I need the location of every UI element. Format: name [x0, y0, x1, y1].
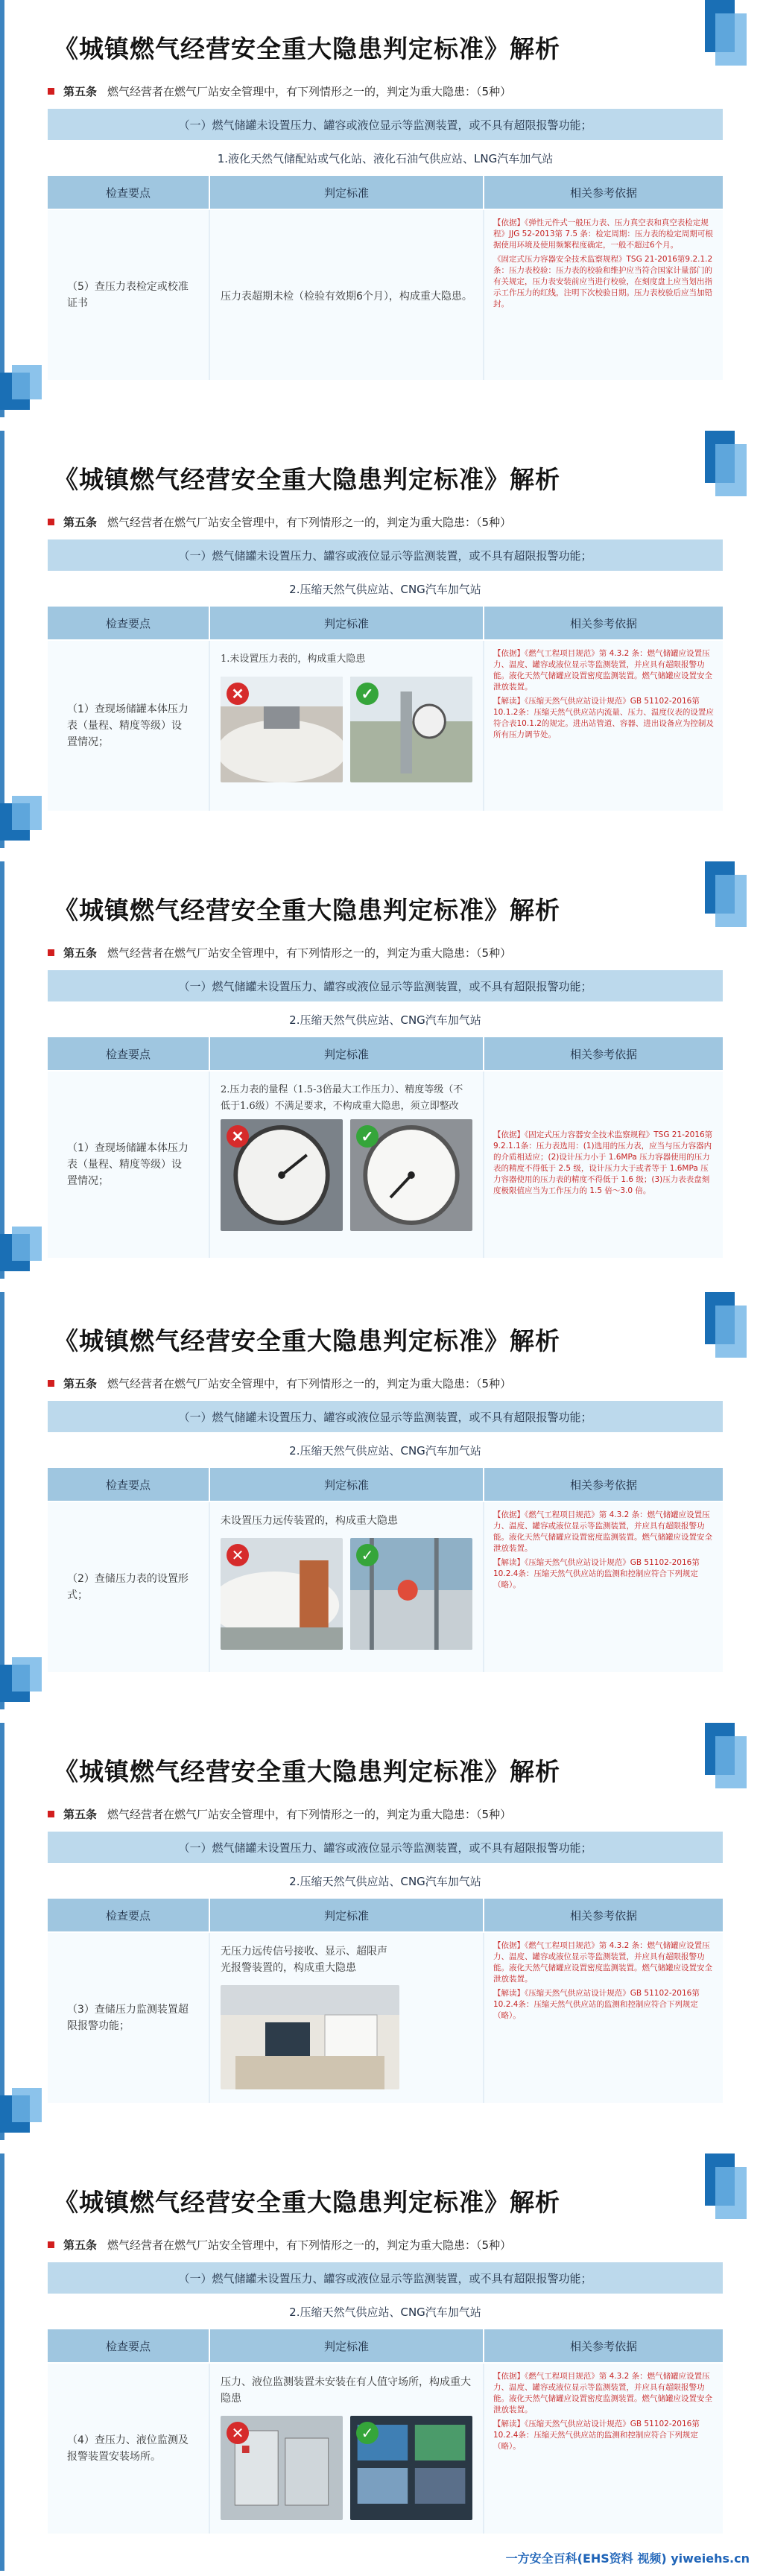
table-header [48, 2329, 723, 2364]
photo-pair [221, 1538, 472, 1650]
corner-decoration-icon [0, 1657, 42, 1702]
left-edge-bar [0, 1292, 4, 1709]
article-text: 燃气经营者在燃气厂站安全管理中，有下列情形之一的，判定为重大隐患：（5种） [107, 1377, 512, 1390]
criterion-text: 2.压力表的量程（1.5-3倍最大工作压力）、精度等级（不低于1.6级）不满足要求，不构成重大隐患，须立即整改 [221, 1084, 463, 1112]
bad-example-photo [221, 1538, 343, 1650]
basis-cell [484, 641, 723, 811]
header-basis: 相关参考依据 [569, 186, 637, 200]
criteria-table [48, 539, 723, 811]
station-type-row: 1.液化天然气储配站或气化站、液化石油气供应站、LNG汽车加气站 [48, 142, 723, 176]
basis-paragraph: 【依据】《燃气工程项目规范》第 4.3.2 条：燃气储罐应设置压力、温度、罐容或液位显示等监测装置，并应具有超限报警功能。液化天然气储罐应设置密度监测装置。燃气储罐应设置安全泄放装置。 [493, 2372, 712, 2414]
header-criterion: 判定标准 [210, 1037, 484, 1070]
criteria-table [48, 970, 723, 1258]
header-criterion: 判定标准 [210, 176, 484, 209]
left-edge-bar [0, 431, 4, 848]
station-type-row: 2.压缩天然气供应站、CNG汽车加气站 [48, 1864, 723, 1899]
criterion-cell [210, 641, 484, 811]
basis-cell [484, 2364, 723, 2534]
article-text: 燃气经营者在燃气厂站安全管理中，有下列情形之一的，判定为重大隐患：（5种） [107, 946, 512, 960]
category-row: （一）燃气储罐未设置压力、罐容或液位显示等监测装置，或不具有超限报警功能； [48, 1401, 723, 1434]
source-watermark: 一方安全百科(EHS资料 视频) yiweiehs.cn [505, 2551, 750, 2566]
criterion-cell [210, 1072, 484, 1258]
article-text: 燃气经营者在燃气厂站安全管理中，有下列情形之一的，判定为重大隐患：（5种） [107, 85, 512, 98]
table-row [48, 1933, 723, 2103]
station-type-row: 2.压缩天然气供应站、CNG汽车加气站 [48, 1434, 723, 1468]
corner-decoration-icon [705, 861, 747, 927]
basis-paragraph: 【依据】《固定式压力容器安全技术监察规程》TSG 21-2016第9.2.1.1条：压力表选用：(1)选用的压力表，应当与压力容器内的介质相适应；(2)设计压力小于 1.6MPa 压力容器使用的压力表的精度不得低于 2.5 级，设计压力大于或者等于 1.6MPa 压力容器使用的压力表的精度不得低于 1.6 级；(3)压力表表盘刻度极限值应当为工作压力的 1.5 倍～3.0 倍。 [493, 1130, 713, 1195]
criterion-text: 1.未设置压力表的，构成重大隐患 [221, 654, 366, 665]
corner-decoration-icon [0, 796, 42, 841]
basis-paragraph: 【依据】《燃气工程项目规范》第 4.3.2 条：燃气储罐应设置压力、温度、罐容或液位显示等监测装置，并应具有超限报警功能。液化天然气储罐应设置密度监测装置。燃气储罐应设置安全泄放装置。 [493, 1941, 712, 1984]
photo-pair [221, 1985, 399, 2089]
table-row [48, 2364, 723, 2534]
control-room-photo [221, 1985, 399, 2089]
check-point-cell: （5）查压力表检定或校准证书 [48, 210, 210, 380]
criterion-cell [210, 2364, 484, 2534]
corner-decoration-icon [705, 0, 747, 66]
check-point-cell: （1）查现场储罐本体压力表（量程、精度等级）设置情况； [48, 641, 210, 811]
header-basis: 相关参考依据 [569, 1908, 637, 1922]
table-header [48, 1468, 723, 1502]
criterion-text: 未设置压力远传装置的，构成重大隐患 [221, 1515, 398, 1527]
header-check-point: 检查要点 [48, 607, 210, 639]
bullet-icon [48, 1380, 54, 1387]
header-basis: 相关参考依据 [569, 1478, 637, 1492]
category-row: （一）燃气储罐未设置压力、罐容或液位显示等监测装置，或不具有超限报警功能； [48, 539, 723, 572]
station-type-row: 2.压缩天然气供应站、CNG汽车加气站 [48, 2295, 723, 2329]
corner-decoration-icon [705, 1723, 747, 1788]
criterion-cell [210, 1933, 484, 2103]
check-point-cell: （2）查储压力表的设置形式； [48, 1502, 210, 1672]
check-icon: ✓ [356, 1125, 379, 1148]
article-number: 第五条 [63, 946, 98, 960]
header-basis: 相关参考依据 [569, 616, 637, 630]
table-header [48, 176, 723, 210]
slide-title: 《城镇燃气经营安全重大隐患判定标准》解析 [54, 2188, 560, 2217]
slide-4 [0, 1292, 763, 1709]
bullet-icon [48, 1811, 54, 1817]
criterion-text: 无压力远传信号接收、显示、超限声光报警装置的，构成重大隐患 [221, 1946, 387, 1974]
corner-decoration-icon [0, 2088, 42, 2133]
criterion-cell: 压力表超期未检（检验有效期6个月），构成重大隐患。 [210, 210, 484, 380]
slide-title: 《城镇燃气经营安全重大隐患判定标准》解析 [54, 34, 560, 63]
bullet-icon [48, 2241, 54, 2248]
cross-icon: ✕ [227, 2422, 249, 2444]
header-criterion: 判定标准 [210, 1468, 484, 1501]
table-row [48, 1072, 723, 1258]
criteria-table [48, 1832, 723, 2103]
article-number: 第五条 [63, 85, 98, 98]
bad-example-photo [221, 677, 343, 782]
good-example-photo [350, 677, 472, 782]
header-check-point: 检查要点 [48, 1899, 210, 1931]
left-edge-bar [0, 2153, 4, 2571]
cross-icon: ✕ [227, 683, 249, 705]
header-check-point: 检查要点 [48, 1037, 210, 1070]
corner-decoration-icon [0, 365, 42, 410]
criteria-table [48, 2262, 723, 2534]
article-text: 燃气经营者在燃气厂站安全管理中，有下列情形之一的，判定为重大隐患：（5种） [107, 516, 512, 529]
basis-paragraph: 【解读】《压缩天然气供应站设计规范》GB 51102-2016第10.2.4条：压缩天然气供应站的监测和控制应符合下列规定（略）。 [493, 1558, 700, 1589]
slide-6 [0, 2153, 763, 2571]
basis-paragraph: 【解读】《压缩天然气供应站设计规范》GB 51102-2016第10.2.4条：压缩天然气供应站的监测和控制应符合下列规定（略）。 [493, 1989, 700, 2020]
left-edge-bar [0, 861, 4, 1279]
table-header [48, 607, 723, 641]
slide-title: 《城镇燃气经营安全重大隐患判定标准》解析 [54, 1326, 560, 1355]
article-number: 第五条 [63, 516, 98, 529]
header-check-point: 检查要点 [48, 176, 210, 209]
good-example-photo [350, 1119, 472, 1231]
header-criterion: 判定标准 [210, 2329, 484, 2362]
criteria-table [48, 1401, 723, 1672]
article-number: 第五条 [63, 2238, 98, 2252]
table-header [48, 1899, 723, 1933]
bullet-icon [48, 88, 54, 95]
header-basis: 相关参考依据 [569, 1047, 637, 1061]
article-line [48, 945, 718, 961]
check-icon: ✓ [356, 2422, 379, 2444]
bullet-icon [48, 949, 54, 956]
category-row: （一）燃气储罐未设置压力、罐容或液位显示等监测装置，或不具有超限报警功能； [48, 2262, 723, 2295]
check-point-cell: （4）查压力、液位监测及报警装置安装场所。 [48, 2364, 210, 2534]
slide-2 [0, 431, 763, 848]
corner-decoration-icon [0, 1227, 42, 1271]
table-header [48, 1037, 723, 1072]
station-type-row: 2.压缩天然气供应站、CNG汽车加气站 [48, 572, 723, 607]
check-icon: ✓ [356, 683, 379, 705]
bad-example-photo [221, 2416, 343, 2520]
article-text: 燃气经营者在燃气厂站安全管理中，有下列情形之一的，判定为重大隐患：（5种） [107, 1808, 512, 1821]
basis-cell [484, 1072, 723, 1258]
basis-paragraph: 【依据】《弹性元件式一般压力表、压力真空表和真空表检定规程》JJG 52-2013第 7.5 条：检定周期：压力表的检定周期可根据使用环境及使用频繁程度确定，一般不超过6个月。 [493, 218, 713, 250]
slide-title: 《城镇燃气经营安全重大隐患判定标准》解析 [54, 1757, 560, 1786]
article-line [48, 514, 718, 530]
article-line [48, 1376, 718, 1391]
cross-icon: ✕ [227, 1125, 249, 1148]
article-line [48, 1806, 718, 1822]
corner-decoration-icon [705, 2153, 747, 2219]
article-line [48, 83, 718, 99]
header-criterion: 判定标准 [210, 607, 484, 639]
station-type-row: 2.压缩天然气供应站、CNG汽车加气站 [48, 1003, 723, 1037]
slide-title: 《城镇燃气经营安全重大隐患判定标准》解析 [54, 896, 560, 925]
corner-decoration-icon [705, 1292, 747, 1358]
criterion-text: 压力、液位监测装置未安装在有人值守场所，构成重大隐患 [221, 2376, 471, 2405]
article-number: 第五条 [63, 1808, 98, 1821]
left-edge-bar [0, 0, 4, 417]
basis-cell [484, 210, 723, 380]
basis-paragraph: 【依据】《燃气工程项目规范》第 4.3.2 条：燃气储罐应设置压力、温度、罐容或液位显示等监测装置，并应具有超限报警功能。液化天然气储罐应设置密度监测装置。燃气储罐应设置安全泄放装置。 [493, 649, 712, 692]
basis-paragraph: 【解读】《压缩天然气供应站设计规范》GB 51102-2016第10.1.2条：压缩天然气供应站内流量、压力、温度仪表的设置应符合表10.1.2的规定。进出站管道、容器、进出设备应为控制及所有压力调节处。 [493, 697, 714, 739]
basis-paragraph: 《固定式压力容器安全技术监察规程》TSG 21-2016第9.2.1.2 条：压力表校验：压力表的校验和维护应当符合国家计量部门的有关规定，压力表安装前应当进行校验，在刻度盘上应当划出指示工作压力的红线，注明下次校验日期。压力表校验后应当加铅封。 [493, 255, 713, 308]
table-row [48, 210, 723, 380]
basis-cell [484, 1502, 723, 1672]
bullet-icon [48, 519, 54, 525]
basis-paragraph: 【依据】《燃气工程项目规范》第 4.3.2 条：燃气储罐应设置压力、温度、罐容或液位显示等监测装置，并应具有超限报警功能。液化天然气储罐应设置密度监测装置。燃气储罐应设置安全泄放装置。 [493, 1510, 712, 1553]
photo-pair [221, 677, 472, 782]
table-row [48, 641, 723, 811]
check-point-cell: （3）查储压力监测装置超限报警功能； [48, 1933, 210, 2103]
good-example-photo [350, 1538, 472, 1650]
slide-title: 《城镇燃气经营安全重大隐患判定标准》解析 [54, 465, 560, 494]
basis-paragraph: 【解读】《压缩天然气供应站设计规范》GB 51102-2016第10.2.4条：压缩天然气供应站的监测和控制应符合下列规定（略）。 [493, 2420, 700, 2451]
criteria-table [48, 109, 723, 380]
table-row [48, 1502, 723, 1672]
category-row: （一）燃气储罐未设置压力、罐容或液位显示等监测装置，或不具有超限报警功能； [48, 1832, 723, 1864]
basis-cell [484, 1933, 723, 2103]
cross-icon: ✕ [227, 1544, 249, 1566]
header-check-point: 检查要点 [48, 1468, 210, 1501]
header-basis: 相关参考依据 [569, 2339, 637, 2353]
article-line [48, 2237, 718, 2253]
slide-3 [0, 861, 763, 1279]
left-edge-bar [0, 1723, 4, 2140]
category-row: （一）燃气储罐未设置压力、罐容或液位显示等监测装置，或不具有超限报警功能； [48, 109, 723, 142]
article-number: 第五条 [63, 1377, 98, 1390]
photo-pair [221, 2416, 472, 2520]
corner-decoration-icon [705, 431, 747, 496]
check-icon: ✓ [356, 1544, 379, 1566]
check-point-cell: （1）查现场储罐本体压力表（量程、精度等级）设置情况； [48, 1072, 210, 1258]
header-criterion: 判定标准 [210, 1899, 484, 1931]
bad-example-photo [221, 1119, 343, 1231]
article-text: 燃气经营者在燃气厂站安全管理中，有下列情形之一的，判定为重大隐患：（5种） [107, 2238, 512, 2252]
criterion-cell [210, 1502, 484, 1672]
category-row: （一）燃气储罐未设置压力、罐容或液位显示等监测装置，或不具有超限报警功能； [48, 970, 723, 1003]
slide-5 [0, 1723, 763, 2140]
photo-pair [221, 1119, 472, 1231]
header-check-point: 检查要点 [48, 2329, 210, 2362]
slide-1 [0, 0, 763, 417]
good-example-photo [350, 2416, 472, 2520]
